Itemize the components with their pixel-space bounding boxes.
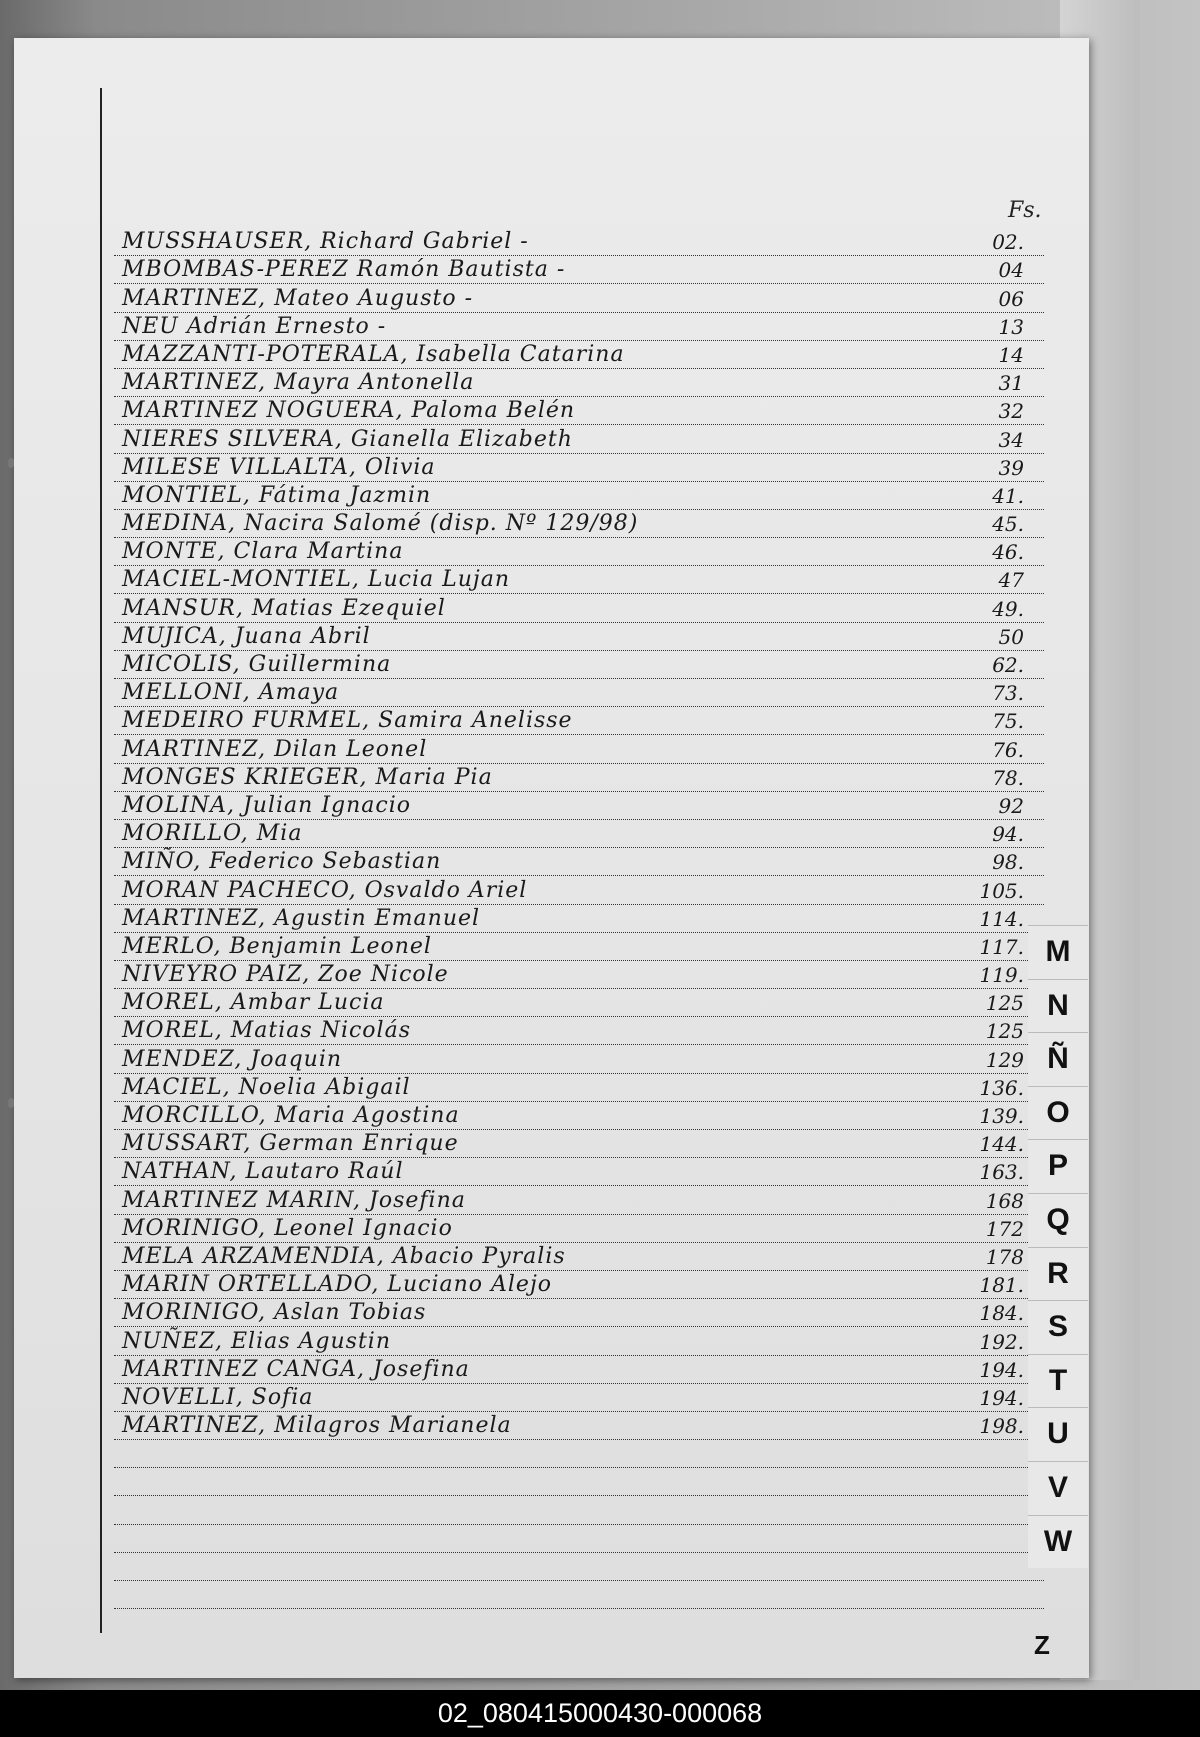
- entry-folio: 184.: [979, 1301, 1024, 1326]
- entry-folio: 98.: [992, 850, 1024, 875]
- entry-name: NOVELLI, Sofia: [122, 1384, 314, 1410]
- entry-name: MEDINA, Nacira Salomé (disp. Nº 129/98): [122, 511, 639, 537]
- entry-folio: 78.: [992, 765, 1024, 790]
- register-row: [114, 1553, 1044, 1581]
- entry-folio: 02.: [992, 230, 1024, 255]
- register-row: [114, 1243, 1044, 1271]
- entry-name: NIVEYRO PAIZ, Zoe Nicole: [122, 962, 449, 988]
- entry-name: MARTINEZ, Dilan Leonel: [122, 736, 428, 762]
- entry-folio: 194.: [979, 1357, 1024, 1382]
- register-row: [114, 1017, 1044, 1045]
- binding-hole: [8, 1098, 14, 1108]
- register-row: [114, 792, 1044, 820]
- entry-folio: 198.: [979, 1414, 1024, 1439]
- folio-column-header: Fs.: [1008, 198, 1042, 223]
- entry-folio: 178: [985, 1244, 1024, 1269]
- index-tab[interactable]: V: [1028, 1461, 1088, 1515]
- register-row: [114, 707, 1044, 735]
- entry-folio: 50: [998, 624, 1024, 649]
- entry-folio: 39: [998, 455, 1024, 480]
- entry-folio: 129: [985, 1047, 1024, 1072]
- scan-footer: 02_080415000430-000068: [0, 1690, 1200, 1737]
- entry-folio: 62.: [992, 653, 1024, 677]
- register-row: [114, 905, 1044, 933]
- index-tab[interactable]: O: [1028, 1086, 1088, 1140]
- register-row: [114, 369, 1044, 397]
- entry-folio: 125: [985, 991, 1024, 1016]
- entry-folio: 49.: [992, 596, 1024, 621]
- entry-name: MARTINEZ NOGUERA, Paloma Belén: [122, 398, 576, 424]
- register-row: [114, 1130, 1044, 1158]
- entry-name: MORILLO, Mia: [122, 821, 303, 847]
- entry-folio: 194.: [979, 1385, 1024, 1410]
- entry-folio: 117.: [979, 934, 1024, 959]
- entry-folio: 163.: [979, 1160, 1024, 1185]
- entry-name: NATHAN, Lautaro Raúl: [122, 1159, 404, 1185]
- index-tab[interactable]: P: [1028, 1139, 1088, 1193]
- register-row: [114, 1468, 1044, 1496]
- register-row: [114, 764, 1044, 792]
- register-row: [114, 1299, 1044, 1327]
- entry-folio: 144.: [979, 1132, 1024, 1157]
- register-row: [114, 341, 1044, 369]
- entry-folio: 04: [998, 258, 1024, 283]
- entry-name: MACIEL-MONTIEL, Lucia Lujan: [122, 567, 511, 593]
- register-row: [114, 651, 1044, 679]
- entry-folio: 73.: [992, 681, 1024, 706]
- entry-folio: 114.: [979, 906, 1024, 931]
- register-row: [114, 623, 1044, 651]
- register-row: [114, 933, 1044, 961]
- alphabet-index-tabs: [1028, 925, 1088, 1568]
- register-row: [114, 482, 1044, 510]
- register-row: [114, 284, 1044, 312]
- register-row: [114, 876, 1044, 904]
- entry-folio: 136.: [979, 1075, 1024, 1100]
- register-row: [114, 397, 1044, 425]
- register-row: [114, 1327, 1044, 1355]
- entry-folio: 31: [998, 371, 1024, 396]
- index-tab[interactable]: T: [1028, 1354, 1088, 1408]
- register-row: [114, 1215, 1044, 1243]
- entry-folio: 105.: [979, 878, 1024, 903]
- register-row: [114, 454, 1044, 482]
- register-row: [114, 1440, 1044, 1468]
- entry-name: MAZZANTI-POTERALA, Isabella Catarina: [122, 341, 625, 367]
- entry-folio: 125: [985, 1019, 1024, 1044]
- register-row: [114, 1412, 1044, 1440]
- index-tab[interactable]: Ñ: [1028, 1032, 1088, 1086]
- register-row: [114, 1074, 1044, 1102]
- entry-name: MANSUR, Matias Ezequiel: [122, 595, 446, 621]
- entry-name: MILESE VILLALTA, Olivia: [122, 454, 436, 480]
- entry-folio: 92: [998, 793, 1024, 818]
- register-row: [114, 1496, 1044, 1524]
- entry-folio: 41.: [992, 483, 1024, 508]
- entry-folio: 94.: [992, 822, 1024, 847]
- register-row: [114, 228, 1044, 256]
- entry-name: MARTINEZ MARIN, Josefina: [122, 1187, 466, 1213]
- register-row: [114, 1045, 1044, 1073]
- entry-name: NIERES SILVERA, Gianella Elizabeth: [122, 426, 573, 452]
- register-row: [114, 1356, 1044, 1384]
- register-row: [114, 1271, 1044, 1299]
- entry-folio: 34: [998, 427, 1024, 452]
- entry-folio: 13: [998, 314, 1024, 339]
- entry-name: MOREL, Ambar Lucia: [122, 990, 385, 1016]
- entry-name: MARTINEZ, Mateo Augusto -: [122, 285, 474, 311]
- entry-folio: 119.: [979, 963, 1024, 988]
- index-tab[interactable]: S: [1028, 1300, 1088, 1354]
- register-row: [114, 1186, 1044, 1214]
- entry-name: MOLINA, Julian Ignacio: [122, 792, 411, 818]
- entry-name: MOREL, Matias Nicolás: [122, 1018, 411, 1044]
- entry-name: MIÑO, Federico Sebastian: [122, 849, 442, 875]
- entry-name: MONTE, Clara Martina: [122, 539, 404, 565]
- entry-folio: 139.: [979, 1104, 1024, 1128]
- register-row: [114, 566, 1044, 594]
- entry-name: MARTINEZ, Agustin Emanuel: [122, 905, 481, 931]
- register-row: [114, 1384, 1044, 1412]
- entry-folio: 14: [998, 342, 1024, 367]
- index-tab[interactable]: Q: [1028, 1193, 1088, 1247]
- register-row: [114, 820, 1044, 848]
- entry-name: NUÑEZ, Elias Agustin: [122, 1328, 391, 1354]
- register-row: [114, 961, 1044, 989]
- entry-name: MENDEZ, Joaquin: [122, 1046, 343, 1072]
- register-row: [114, 679, 1044, 707]
- entry-name: MARIN ORTELLADO, Luciano Alejo: [122, 1272, 553, 1298]
- index-tab[interactable]: N: [1028, 979, 1088, 1033]
- entry-name: MARTINEZ, Mayra Antonella: [122, 370, 475, 396]
- register-row: [114, 1525, 1044, 1553]
- register-row: [114, 510, 1044, 538]
- index-tab[interactable]: W: [1028, 1515, 1088, 1569]
- entry-folio: 45.: [992, 512, 1024, 537]
- register-row: [114, 735, 1044, 763]
- register-row: [114, 538, 1044, 566]
- entry-name: MONTIEL, Fátima Jazmin: [122, 482, 432, 508]
- entry-name: MORAN PACHECO, Osvaldo Ariel: [122, 877, 528, 903]
- register-row: [114, 256, 1044, 284]
- register-row: [114, 1102, 1044, 1130]
- index-tab[interactable]: U: [1028, 1407, 1088, 1461]
- entry-name: MERLO, Benjamin Leonel: [122, 933, 432, 959]
- binding-hole: [8, 458, 14, 468]
- register-row: [114, 989, 1044, 1017]
- entry-folio: 181.: [979, 1273, 1024, 1298]
- index-tab-z[interactable]: Z: [1034, 1630, 1050, 1660]
- register-row: [114, 313, 1044, 341]
- entry-folio: 76.: [992, 737, 1024, 762]
- entry-name: MUJICA, Juana Abril: [122, 623, 371, 649]
- entry-name: MUSSART, German Enrique: [122, 1131, 459, 1157]
- entry-folio: 32: [998, 399, 1024, 424]
- index-tab[interactable]: M: [1028, 925, 1088, 979]
- register-row: [114, 425, 1044, 453]
- entry-name: MONGES KRIEGER, Maria Pia: [122, 764, 493, 790]
- entry-name: MBOMBAS-PEREZ Ramón Bautista -: [122, 257, 566, 283]
- entry-name: MEDEIRO FURMEL, Samira Anelisse: [122, 708, 573, 734]
- register-row: [114, 1581, 1044, 1609]
- entry-folio: 192.: [979, 1329, 1024, 1354]
- entry-name: MELA ARZAMENDIA, Abacio Pyralis: [122, 1243, 566, 1269]
- entry-name: MORCILLO, Maria Agostina: [122, 1103, 460, 1128]
- entry-folio: 47: [998, 568, 1024, 593]
- margin-line: [100, 88, 102, 1633]
- entry-folio: 172: [985, 1216, 1024, 1241]
- register-page: [14, 38, 1089, 1678]
- entry-name: MARTINEZ, Milagros Marianela: [122, 1413, 512, 1439]
- register-row: [114, 1158, 1044, 1186]
- register-row: [114, 848, 1044, 876]
- entry-name: MARTINEZ CANGA, Josefina: [122, 1356, 470, 1382]
- entry-name: MELLONI, Amaya: [122, 680, 340, 706]
- entry-name: MORINIGO, Aslan Tobias: [122, 1300, 427, 1326]
- index-tab[interactable]: R: [1028, 1247, 1088, 1301]
- entry-name: NEU Adrián Ernesto -: [122, 313, 387, 339]
- entry-name: MORINIGO, Leonel Ignacio: [122, 1215, 453, 1241]
- entry-name: MICOLIS, Guillermina: [122, 652, 392, 677]
- entry-name: MUSSHAUSER, Richard Gabriel -: [122, 229, 529, 255]
- register-row: [114, 594, 1044, 622]
- entry-folio: 75.: [992, 709, 1024, 734]
- entry-folio: 46.: [992, 540, 1024, 565]
- entry-name: MACIEL, Noelia Abigail: [122, 1074, 411, 1100]
- entry-list: [114, 228, 1044, 1609]
- entry-folio: 06: [998, 286, 1024, 311]
- entry-folio: 168: [985, 1188, 1024, 1213]
